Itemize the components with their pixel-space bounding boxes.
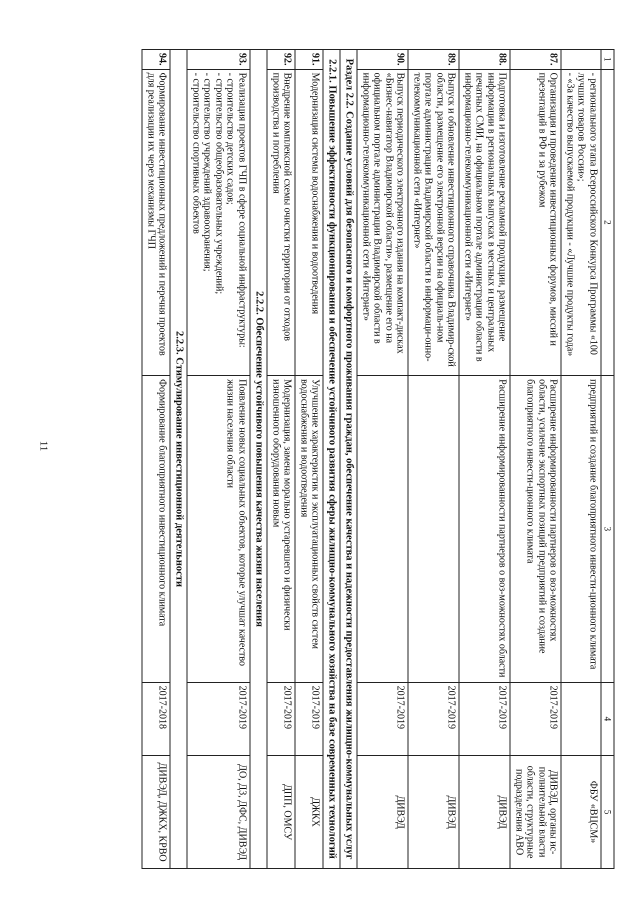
period-cell: 2017-2019 (459, 682, 510, 756)
period-cell: 2017-2019 (510, 682, 561, 756)
period-cell: 2017-2019 (295, 682, 323, 756)
table-row (142, 50, 170, 869)
period-cell: 2017-2019 (408, 682, 459, 756)
header-cell: 2 (601, 69, 614, 376)
table-row (561, 50, 601, 869)
row-number-cell: 93. (187, 50, 250, 70)
event-cell: - регионального этапа Всероссийского Конкурса Программы «100 лучших товаров России»; - «За качество выпускаемой продукции - «Лучшие продукты года» (561, 69, 601, 376)
section-heading-row (170, 50, 187, 869)
section-heading: Раздел 2.2. Создание условий для безопасного и комфортного проживания граждан, обеспечение качества и надежности предоставления жилищно-коммунальных услуг (340, 50, 357, 869)
table-row (357, 50, 408, 869)
column-number-row (601, 50, 614, 869)
section-heading: 2.2.1. Повышение эффективности функционирования и обеспечение устойчивого развития сферы жилищно-коммунального хозяйства на базе современных технологий (323, 50, 340, 869)
period-cell: 2017-2019 (357, 682, 408, 756)
event-cell: Формирование инвестиционных предложений и перечня проектов для реализации их через механизмы ГЧП (142, 69, 170, 376)
row-number-cell: 87. (510, 50, 561, 70)
responsible-cell: ДИВЭД, ДЖКХ, КРВО (142, 756, 170, 869)
result-cell: Расширение информированности партнеров о воз-можностях области (459, 376, 510, 683)
period-cell: 2017-2019 (267, 682, 295, 756)
result-cell: Формирование благоприятного инвестиционного климата (142, 376, 170, 683)
row-number-cell: 88. (459, 50, 510, 70)
result-cell: предприятий и создание благоприятного инвести-ционного климата (561, 376, 601, 683)
table-row (187, 50, 250, 869)
result-cell: Появление новых социальных объектов, которые улучшат качество жизни населения области (187, 376, 250, 683)
event-cell: Выпуск периодического электронного издания на компакт-дисках «Бизнес-навигатор Владимирской области», размещение его на официальном портале администрации Владимирской области в информационно-телекоммуникационной сети «Интернет» (357, 69, 408, 376)
table-row (295, 50, 323, 869)
responsible-cell: ДПП, ОМСУ (267, 756, 295, 869)
header-cell: 4 (601, 682, 614, 756)
section-heading: 2.2.3. Стимулирование инвестиционной деятельности (170, 50, 187, 869)
event-cell: Организация и проведение инвестиционных форумов, миссий и презентаций в РФ и за рубежом (510, 69, 561, 376)
section-heading: 2.2.2. Обеспечение устойчивого повышения качества жизни населения (250, 50, 267, 869)
row-number-cell: 89. (408, 50, 459, 70)
table-row (459, 50, 510, 869)
responsible-cell: ДО, ДЗ, ДФС, ДИВЭД (187, 756, 250, 869)
row-number-cell: 90. (357, 50, 408, 70)
period-cell: 2017-2018 (142, 682, 170, 756)
event-cell: Подготовка и изготовление рекламной продукции, размещение информации в региональных выпусках в местных и центральных печатных СМИ, на официальном портале администрации области в информационно-телекоммуникационной сети «Интернет» (459, 69, 510, 376)
row-number-cell: 94. (142, 50, 170, 70)
event-cell: Реализация проектов ГЧП в сфере социальной инфраструктуры: - строительство детских садов; - строительство общеобразовательных учреждений; - строительство учреждений здравоохранения; - строительство спортивных объектов (187, 69, 250, 376)
period-cell: 2017-2019 (187, 682, 250, 756)
result-cell: Улучшение характеристик и эксплуатационных свойств систем водоснабжения и водоотведения (295, 376, 323, 683)
row-number-cell: 92. (267, 50, 295, 70)
section-heading-row (323, 50, 340, 869)
event-cell: Выпуск и обновление инвестиционного справочника Владимир-ской области, размещение его электронной версии на официаль-ном портале администрации Владимирской области в информаци-онно-телекоммуникационной сети «Интернет» (408, 69, 459, 376)
section-heading-row (340, 50, 357, 869)
table-row (267, 50, 295, 869)
result-cell: Расширение информированности партнеров о воз-можностях области, усиление экспортных позиций предприятий и создание благоприятного инвести-ционного климата (510, 376, 561, 683)
page-number: 11 (37, 440, 50, 452)
result-cell (357, 376, 408, 683)
responsible-cell: ДИВЭД, органы ис-полнительной власти области, структурные подразделения АВО (510, 756, 561, 869)
section-heading-row (250, 50, 267, 869)
period-cell (561, 682, 601, 756)
result-cell: Модернизация, замена морально устаревшего и физически изношенного оборудования новым (267, 376, 295, 683)
header-cell: 5 (601, 756, 614, 869)
table-row (510, 50, 561, 869)
responsible-cell: ДЖКХ (295, 756, 323, 869)
table-row (408, 50, 459, 869)
event-cell: Модернизация системы водоснабжения и водоотведения (295, 69, 323, 376)
responsible-cell: ДИВЭД (459, 756, 510, 869)
document-table-sheet (90, 49, 615, 869)
event-cell: Внедрение комплексной схемы очистки территории от отходов производства и потребления (267, 69, 295, 376)
row-number-cell (561, 50, 601, 70)
table-body (142, 50, 614, 869)
responsible-cell: ДИВЭД (408, 756, 459, 869)
result-cell (408, 376, 459, 683)
responsible-cell: ФБУ «ВЦСМ» (561, 756, 601, 869)
responsible-cell: ДИВЭД (357, 756, 408, 869)
header-cell: 3 (601, 376, 614, 683)
measures-table (142, 49, 615, 869)
header-cell: 1 (601, 50, 614, 70)
row-number-cell: 91. (295, 50, 323, 70)
